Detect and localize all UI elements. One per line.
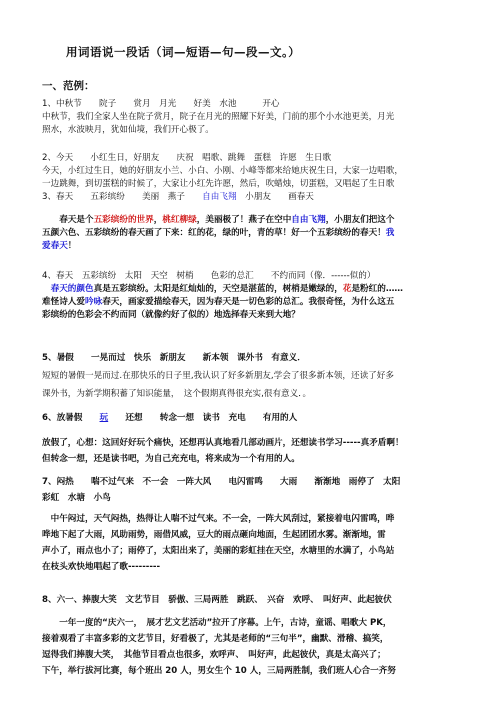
example-3-paragraph-line: 爱春天！	[42, 241, 77, 251]
example-5	[42, 352, 460, 401]
example-8	[42, 594, 460, 678]
example-4-paragraph-line: 春天的颜色真是五彩缤纷。太阳是红灿灿的，天空是湛蓝的，树梢是嫩绿的，花是粉红的……	[50, 284, 404, 294]
highlight-text: 自由飞翔	[202, 192, 237, 202]
example-8-paragraph-line: 接着观看了丰富多彩的文艺节目，好看极了，尤其是老师的“三句半”，幽默、滑稽、搞笑，	[42, 634, 389, 644]
example-4-paragraph-line: 难怪诗人爱吟咏春天，画家爱描绘春天，因为春天是一切色彩的总汇。我很奇怪，为什么这五	[42, 297, 395, 307]
example-3-paragraph-line: 春天是个五彩缤纷的世界，桃红柳绿，美丽极了！燕子在空中自由飞翔，小朋友们把这个	[42, 215, 395, 225]
example-2	[42, 152, 460, 204]
example-1	[42, 98, 460, 137]
example-8-words: 8、六一、捧腹大笑 文艺节目 骄傲、三局两胜 跳跃、 兴奋 欢呼、 叫好声、此起彼伏	[42, 595, 392, 605]
example-8-paragraph-line: 下午，举行拔河比赛，每个班出 20 人，男女生个 10 人，三局两胜制，我们班人心合一齐努	[42, 666, 396, 676]
example-6-words: 6、放暑假 玩 还想 转念一想 读书 充电 有用的人	[42, 413, 298, 423]
example-2-paragraph-line: 今天，小红过生日，她的好朋友小兰、小白、小刚、小峰等都来给她庆祝生日，大家一边唱歌，	[42, 166, 403, 176]
example-6	[42, 412, 460, 466]
example-5-paragraph-line: 课外书，为新学期积蓄了知识能量， 这个假期真得很充实,很有意义．。	[42, 389, 312, 399]
example-7-paragraph-line: 中午闷过，天气闷热，热得让人喘不过气来。不一会，一阵大风刮过，紧接着电闪雷鸣，哗	[42, 514, 395, 524]
example-6-paragraph-line: 但转念一想，还是读书吧，为自己充充电，将来成为一个有用的人。	[42, 454, 300, 464]
example-5-words: 5、暑假 一晃而过 快乐 新朋友 新本领 课外书 有意义．	[42, 353, 306, 363]
example-3-paragraph	[42, 214, 460, 253]
example-4	[42, 270, 460, 322]
page-title: 用词语说一段话（词—短语—句—段—文。）	[66, 45, 301, 59]
example-3-words: 3、春天 五彩缤纷 美丽 燕子 自由飞翔 小朋友 画春天	[42, 192, 314, 202]
example-8-paragraph-line: 一年一度的“庆六一， 展才艺文艺活动”拉开了序幕。上午，古诗，童谣、唱歌大 PK，	[42, 618, 392, 628]
example-6-paragraph-line: 放假了，心想：这回好好玩个痛快，还想再认真地看几部动画片，还想读书学习-----真矛盾啊！	[42, 438, 404, 448]
example-5-paragraph-line: 短短的暑假一晃而过.在那快乐的日子里,我认识了好多新朋友,学会了很多新本领，还读了好多	[42, 371, 394, 381]
example-7	[42, 476, 460, 574]
example-2-words: 2、今天 小红生日，好朋友 庆祝 唱歌、跳舞 蛋糕 许愿 生日歌	[42, 153, 332, 163]
example-1-words: 1、中秋节 院子 赏月 月光 好美 水池 开心	[42, 99, 280, 109]
example-8-paragraph-line: 逗得我们捧腹大笑， 其他节目看点也很多，欢呼声、 叫好声，此起彼伏，真是太高兴了；	[42, 650, 386, 660]
example-4-paragraph-line: 彩缤纷的色彩会不约而同（就像约好了似的）地选择春天来到大地？	[42, 310, 300, 320]
example-7-paragraph-line: 声小了，雨点也小了；雨停了，太阳出来了，美丽的彩虹挂在天空，水塘里的水满了，小鸟站	[42, 546, 395, 556]
example-7-paragraph-line: 在枝头欢快地唱起了歌---------	[42, 562, 161, 572]
section-heading: 一、范例：	[42, 80, 95, 92]
example-7-words: 7、闷热 喘不过气来 不一会 一阵大风 电闪雷鸣 大雨 渐渐地 雨停了 太阳	[42, 477, 401, 487]
example-2-paragraph-line: 一边跳舞，到切蛋糕的时候了，大家让小红先许愿，然后，吹蜡烛，切蛋糕，又唱起了生日歌	[42, 179, 395, 189]
example-1-paragraph-line: 照水，水波映月，犹如仙境，我们开心极了。	[42, 125, 214, 135]
example-7-words: 彩虹 水塘 小鸟	[42, 493, 111, 503]
example-7-paragraph-line: 哗地下起了大雨，风助雨势，雨借风威，豆大的雨点砸向地面，生起团团水雾。渐渐地，雷	[42, 530, 386, 540]
example-1-paragraph-line: 中秋节，我们全家人坐在院子赏月，院子在月光的照耀下好美，门前的那个小水池更美，月光	[42, 112, 395, 122]
example-4-words: 4、春天 五彩缤纷 太阳 天空 树梢 色彩的总汇 不约而同（像．------似的）	[42, 271, 376, 281]
example-3-paragraph-line: 五颜六色、五彩缤纷的春天画了下来：红的花，绿的叶，青的草！好一个五彩缤纷的春天！我	[42, 228, 395, 238]
